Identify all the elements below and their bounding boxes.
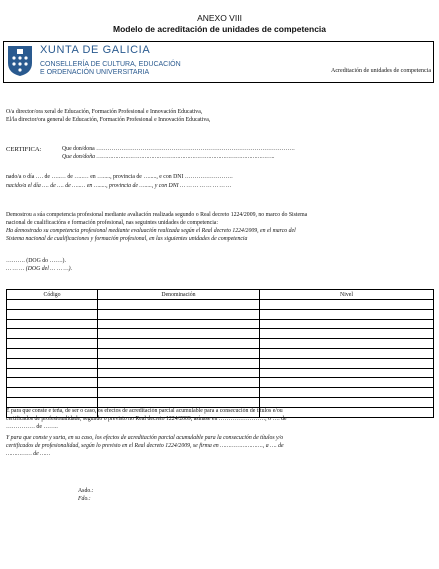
que-gl: Que don/dona …………………………………………………………………………………………. <box>62 146 295 152</box>
table-row <box>7 378 434 388</box>
demo-gl-1: Demostrou a súa competencia profesional mediante avaliación realizada segundo o Real decreto 1224/2009, no marco do Sistema <box>6 212 308 218</box>
table-row <box>7 358 434 368</box>
column-header-name: Denominación <box>98 290 260 300</box>
table-cell <box>98 309 260 319</box>
table-cell <box>7 300 98 310</box>
column-header-code: Código <box>7 290 98 300</box>
table-cell <box>260 300 434 310</box>
table-cell <box>260 319 434 329</box>
table-cell <box>7 329 98 339</box>
table-row <box>7 319 434 329</box>
table-cell <box>260 378 434 388</box>
dog-gl: ………. (DOG do …….). <box>6 258 66 264</box>
table-body <box>7 300 434 418</box>
table-cell <box>7 319 98 329</box>
certifica-label: CERTIFICA: <box>6 146 42 153</box>
demo-gl-2: nacional de cualificacións e formación profesional, nas seguintes unidades de competencia: <box>6 220 218 226</box>
annex-label: ANEXO VIII <box>197 13 242 23</box>
department-line-1: CONSELLERÍA DE CULTURA, EDUCACIÓN <box>40 61 181 68</box>
section-label: Acreditación de unidades de competencia <box>331 68 431 74</box>
column-header-level: Nivel <box>260 290 434 300</box>
competency-units-table <box>6 289 434 418</box>
table-cell <box>98 388 260 398</box>
table-cell <box>260 358 434 368</box>
que-es: Que don/doña ………………………………………………………………………………………….. <box>62 154 275 160</box>
closing-gl-3: …………… de …….. <box>6 424 58 430</box>
director-gl: O/a director/ora xeral de Educación, Formación Profesional e Innovación Educativa, <box>6 109 203 115</box>
table-cell <box>260 309 434 319</box>
table-cell <box>260 368 434 378</box>
table-cell <box>7 358 98 368</box>
table-row <box>7 329 434 339</box>
born-es: nacido/a el día …. de …. de …..… en …....., provincia de …....., y con DNI … … … … … … … … <box>6 183 232 189</box>
table-cell <box>98 300 260 310</box>
closing-gl-2: certificados de profesionalidade, segundo o previsto no Real decreto 1224/2009, asínase en ……………………, o …. de <box>6 416 287 422</box>
table-header-row <box>7 290 434 300</box>
signature-gl: Asdo.: <box>78 488 94 494</box>
table-row <box>7 388 434 398</box>
table-cell <box>7 397 98 407</box>
director-es: El/la director/ora general de Educación, Formación Profesional e Innovación Educativa, <box>6 117 211 123</box>
table-row <box>7 300 434 310</box>
demo-es-2: Sistema nacional de cualificaciones y formación profesional, en las siguientes unidades de competencia <box>6 236 248 242</box>
table-cell <box>7 309 98 319</box>
galicia-coat-of-arms-icon <box>7 45 33 77</box>
table-cell <box>98 378 260 388</box>
table-cell <box>98 348 260 358</box>
org-name: XUNTA DE GALICIA <box>40 44 151 56</box>
table-row <box>7 348 434 358</box>
closing-gl-1: E para que conste e teña, de ser o caso, os efectos de acreditación parcial acumulable para a consecución de títulos e/ou <box>6 408 283 414</box>
demo-es-1: Ha demostrado su competencia profesional mediante evaluación realizada según el Real decreto 1224/2009, en el marco del <box>6 228 296 234</box>
table-cell <box>98 329 260 339</box>
table-cell <box>260 388 434 398</box>
table-cell <box>7 368 98 378</box>
table-cell <box>98 368 260 378</box>
signature-es: Fdo.: <box>78 496 91 502</box>
table-cell <box>7 339 98 349</box>
table-cell <box>98 358 260 368</box>
dog-es: … … … (DOG del … … …). <box>6 266 73 272</box>
table-cell <box>260 397 434 407</box>
closing-es-2: certificados de profesionalidad, según lo previsto en el Real decreto 1224/2009, se firma en ……………………., a …. de <box>6 443 284 449</box>
table-row <box>7 368 434 378</box>
table-cell <box>260 339 434 349</box>
table-cell <box>7 348 98 358</box>
department-line-2: E ORDENACIÓN UNIVERSITARIA <box>40 69 150 76</box>
table-cell <box>7 388 98 398</box>
document-title: Modelo de acreditación de unidades de competencia <box>112 24 327 34</box>
table-cell <box>98 397 260 407</box>
born-gl: nado/a o día …. de …..… de …..… en …....., provincia de …....., e con DNI ……………………. <box>6 174 233 180</box>
table-row <box>7 309 434 319</box>
table-cell <box>260 348 434 358</box>
closing-es-3: …………… de …… <box>6 451 51 457</box>
closing-es-1: Y para que conste y surta, en su caso, los efectos de acreditación parcial acumulable para la consecución de títulos y/o <box>6 435 284 441</box>
table-row <box>7 339 434 349</box>
table-row <box>7 397 434 407</box>
table-cell <box>260 329 434 339</box>
table-cell <box>98 339 260 349</box>
table-cell <box>7 378 98 388</box>
table-cell <box>98 319 260 329</box>
